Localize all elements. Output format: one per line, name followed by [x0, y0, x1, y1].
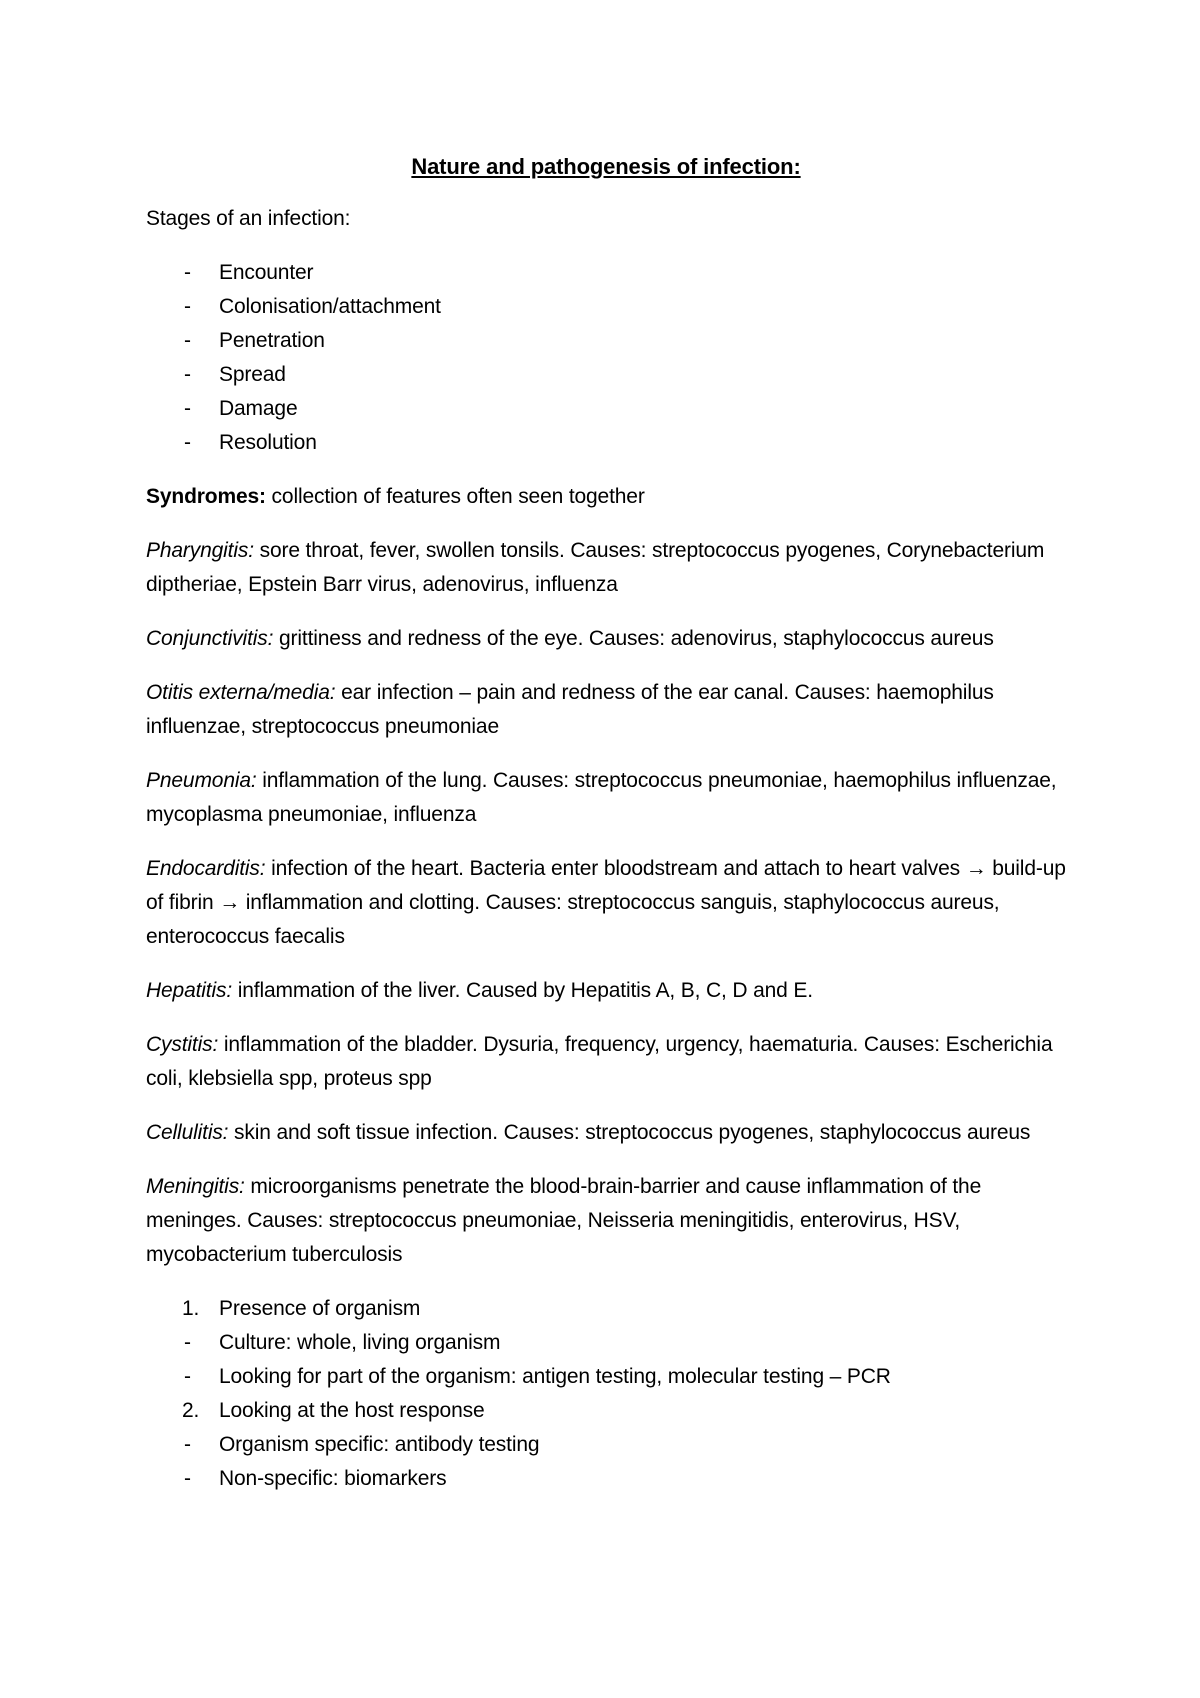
- endocarditis-paragraph: Endocarditis: infection of the heart. Bacteria enter bloodstream and attach to heart valves → build-up of fibrin → inflammation and clotting. Causes: streptococcus sanguis, staphylococcus aureus, enterococcus faecalis: [146, 857, 1066, 948]
- condition-term: Meningitis:: [146, 1175, 245, 1198]
- page-title: Nature and pathogenesis of infection:: [411, 154, 801, 179]
- bullet-marker: -: [184, 431, 191, 454]
- list-item: - Spread: [146, 358, 1066, 392]
- right-arrow-icon: →: [219, 891, 241, 914]
- syndromes-label: Syndromes:: [146, 485, 266, 508]
- list-item: - Damage: [146, 392, 1066, 426]
- condition-term: Cystitis:: [146, 1033, 219, 1056]
- hepatitis-paragraph: Hepatitis: inflammation of the liver. Caused by Hepatitis A, B, C, D and E.: [146, 979, 813, 1002]
- list-marker: 1.: [182, 1297, 200, 1320]
- list-marker: -: [184, 1433, 191, 1456]
- list-item: 1. Presence of organism: [146, 1292, 1066, 1326]
- pneumonia-paragraph: Pneumonia: inflammation of the lung. Causes: streptococcus pneumoniae, haemophilus influenzae, mycoplasma pneumoniae, influenza: [146, 769, 1057, 826]
- conjunctivitis-paragraph: Conjunctivitis: grittiness and redness of the eye. Causes: adenovirus, staphylococcus aureus: [146, 627, 994, 650]
- list-item: 2. Looking at the host response: [146, 1394, 1066, 1428]
- condition-term: Otitis externa/media:: [146, 681, 336, 704]
- stages-list: [146, 256, 1066, 460]
- document-body: [146, 150, 1066, 1516]
- condition-term: Pneumonia:: [146, 769, 257, 792]
- pharyngitis-paragraph: Pharyngitis: sore throat, fever, swollen tonsils. Causes: streptococcus pyogenes, Corynebacterium diptheriae, Epstein Barr virus, adenovirus, influenza: [146, 539, 1045, 596]
- condition-term: Endocarditis:: [146, 857, 266, 880]
- meningitis-paragraph: Meningitis: microorganisms penetrate the blood-brain-barrier and cause inflammation of the meninges. Causes: streptococcus pneumoniae, Neisseria meningitidis, enterovirus, HSV, mycobacterium tuberculosis: [146, 1175, 982, 1266]
- condition-term: Conjunctivitis:: [146, 627, 274, 650]
- otitis-paragraph: Otitis externa/media: ear infection – pain and redness of the ear canal. Causes: haemophilus influenzae, streptococcus pneumoniae: [146, 681, 994, 738]
- list-marker: -: [184, 1467, 191, 1490]
- stages-heading: Stages of an infection:: [146, 207, 351, 230]
- list-marker: 2.: [182, 1399, 200, 1422]
- right-arrow-icon: →: [965, 857, 987, 880]
- list-item: - Organism specific: antibody testing: [146, 1428, 1066, 1462]
- bullet-marker: -: [184, 295, 191, 318]
- diagnosis-list: [146, 1292, 1066, 1496]
- cystitis-paragraph: Cystitis: inflammation of the bladder. Dysuria, frequency, urgency, haematuria. Causes: Escherichia coli, klebsiella spp, proteus spp: [146, 1033, 1053, 1090]
- list-item: - Resolution: [146, 426, 1066, 460]
- condition-term: Hepatitis:: [146, 979, 233, 1002]
- bullet-marker: -: [184, 261, 191, 284]
- bullet-marker: -: [184, 329, 191, 352]
- bullet-marker: -: [184, 363, 191, 386]
- list-item: - Non-specific: biomarkers: [146, 1462, 1066, 1496]
- list-item: - Colonisation/attachment: [146, 290, 1066, 324]
- list-item: - Encounter: [146, 256, 1066, 290]
- list-item: - Penetration: [146, 324, 1066, 358]
- syndromes-definition: Syndromes: collection of features often seen together: [146, 485, 645, 508]
- list-item: - Culture: whole, living organism: [146, 1326, 1066, 1360]
- list-marker: -: [184, 1365, 191, 1388]
- cellulitis-paragraph: Cellulitis: skin and soft tissue infection. Causes: streptococcus pyogenes, staphylococcus aureus: [146, 1121, 1031, 1144]
- list-item: - Looking for part of the organism: antigen testing, molecular testing – PCR: [146, 1360, 1066, 1394]
- list-marker: -: [184, 1331, 191, 1354]
- condition-term: Cellulitis:: [146, 1121, 229, 1144]
- condition-term: Pharyngitis:: [146, 539, 254, 562]
- bullet-marker: -: [184, 397, 191, 420]
